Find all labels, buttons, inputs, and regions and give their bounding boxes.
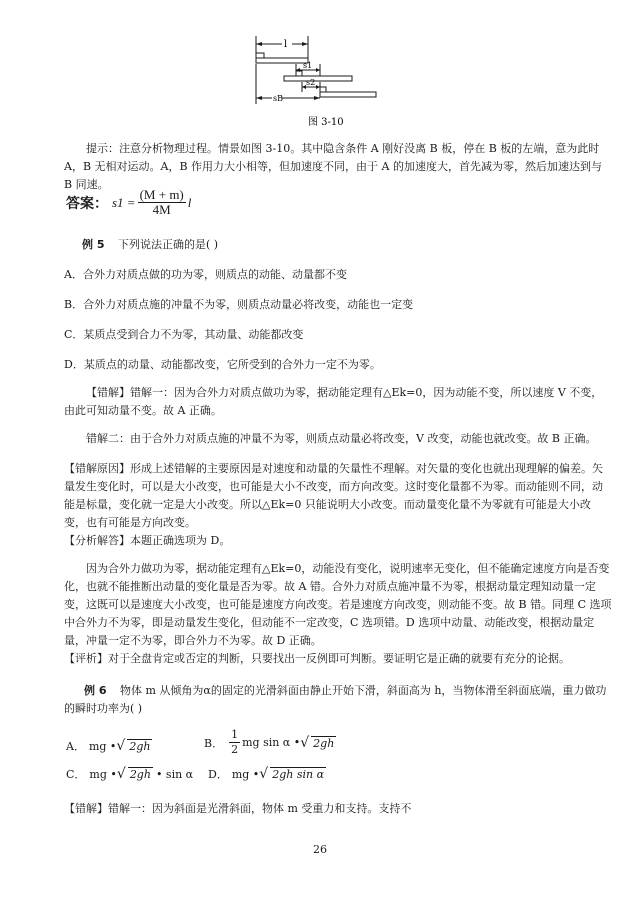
analysis-heading: 【分析解答】本题正确选项为 D。 [64, 534, 231, 547]
example6-title: 例 6 [84, 684, 107, 697]
option6-b-sqrt: √ 2gh [300, 734, 335, 751]
page-number: 26 [313, 843, 327, 856]
option6-a-sqrt: √ 2gh [116, 738, 151, 754]
example5-question [82, 236, 630, 254]
option6-d [208, 766, 326, 782]
option6-d-root: 2gh sin α [272, 768, 325, 781]
option6-b-letter: B． [204, 736, 224, 750]
figure-3-10 [240, 32, 380, 132]
option6-a [66, 738, 152, 754]
comment: 【评析】对于全盘肯定或否定的判断，只要找出一反例即可判断。要证明它是正确的就要有充分的论据。 [64, 652, 570, 665]
option6-c-sqrt: √ 2gh [116, 766, 151, 782]
error-cause: 【错解原因】形成上述错解的主要原因是对速度和动量的矢量性不理解。对矢量的变化也就出现理解的偏差。矢量发生变化时，可以是大小改变，也可能是大小不改变，而方向改变。这时变化量都不为零。而动能则不同，动能是标量，变化就一定是大小改变。所以△Ek=0 只能说明大小改变。而动量变化量不为零就有可能是大小改变，也有可能是方向改变。 [64, 462, 603, 529]
option6-a-root: 2gh [129, 740, 151, 753]
option6-c-root: 2gh [129, 768, 151, 781]
option-c: C．某质点受到合力不为零，其动量、动能都改变 [64, 328, 304, 341]
option6-d-prefix: mg • [231, 767, 260, 781]
answer-numerator: (M + m) [139, 187, 184, 202]
option6-d-letter: D． [208, 768, 228, 781]
label-s2: s2 [306, 78, 316, 87]
option6-b-den: 2 [231, 743, 239, 756]
option6-a-letter: A． [66, 740, 85, 753]
example6-question [64, 682, 612, 718]
wrong-solution-2: 错解二：由于合外力对质点施的冲量不为零，则质点动量必将改变，V 改变，动能也就改变。故 B 正确。 [86, 432, 597, 445]
option6-b-prefix: mg sin α • [242, 736, 301, 749]
option-a: A．合外力对质点做的功为零，则质点的动能、动量都不变 [64, 268, 347, 281]
wrong-solution-1: 【错解】错解一：因为合外力对质点做功为零，据动能定理有△Ek=0，因为动能不变，所以速度 V 不变，由此可知动量不变。故 A 正确。 [64, 386, 603, 417]
figure-caption: 图 3-10 [308, 117, 344, 128]
option6-a-prefix: mg • [88, 739, 117, 753]
example5-title: 例 5 [82, 238, 105, 251]
answer-label: 答案： [66, 195, 108, 212]
option6-b-fraction [229, 728, 240, 757]
answer-lhs: s1 = [112, 194, 136, 210]
answer-tail: l [187, 194, 192, 210]
label-l: l [284, 39, 288, 50]
option6-b [204, 728, 336, 757]
option6-b-root: 2gh [313, 736, 335, 750]
answer-formula [66, 188, 191, 217]
option-b: B．合外力对质点施的冲量不为零，则质点动量必将改变，动能也一定变 [64, 298, 414, 311]
option6-b-num: 1 [231, 728, 239, 741]
example5-question-text: 下列说法正确的是( ) [117, 238, 219, 251]
label-s1: s1 [303, 61, 313, 70]
label-sB: sB [273, 94, 283, 103]
option6-c-letter: C． [66, 768, 86, 781]
answer-denominator: 4M [152, 202, 171, 217]
option6-c-suffix: • sin α [155, 767, 194, 781]
hint-paragraph: 提示：注意分析物理过程。情景如图 3-10。其中隐含条件 A 刚好没离 B 板，停在 B 板的左端，意为此时 A，B 无相对运动。A，B 作用力大小相等，但加速度不同，由于 A 的加速度大，首先减为零，然后加速达到与 B 同速。 [64, 142, 602, 191]
option6-d-sqrt: √ 2gh sin α [259, 766, 325, 782]
answer-fraction [138, 188, 186, 217]
example6-question-text: 物体 m 从倾角为α的固定的光滑斜面由静止开始下滑，斜面高为 h，当物体滑至斜面底端，重力做功的瞬时功率为( ) [64, 684, 607, 715]
option-d: D．某质点的动量、动能都改变，它所受到的合外力一定不为零。 [64, 358, 381, 371]
analysis-body: 因为合外力做功为零，据动能定理有△Ek=0，动能没有变化，说明速率无变化，但不能确定速度方向是否变化，也就不能推断出动量的变化量是否为零。故 A 错。合外力对质点施冲量不为零，根据动量定理知动量一定变，这既可以是速度大小改变，也可能是速度方向改变。若是速度方向改变，则动能不变。故 B 错。同理 C 选项中合外力不为零，即是动量发生变化，但动能不一定改变，C 选项错。D 选项中动量、动能改变，根据动量定量，冲量一定不为零，即合外力不为零。故 D 正确。 [64, 562, 612, 647]
option6-c-prefix: mg • [89, 767, 117, 781]
option6-c [66, 766, 193, 782]
example6-wrong-solution: 【错解】错解一：因为斜面是光滑斜面，物体 m 受重力和支持。支持不 [64, 802, 412, 815]
